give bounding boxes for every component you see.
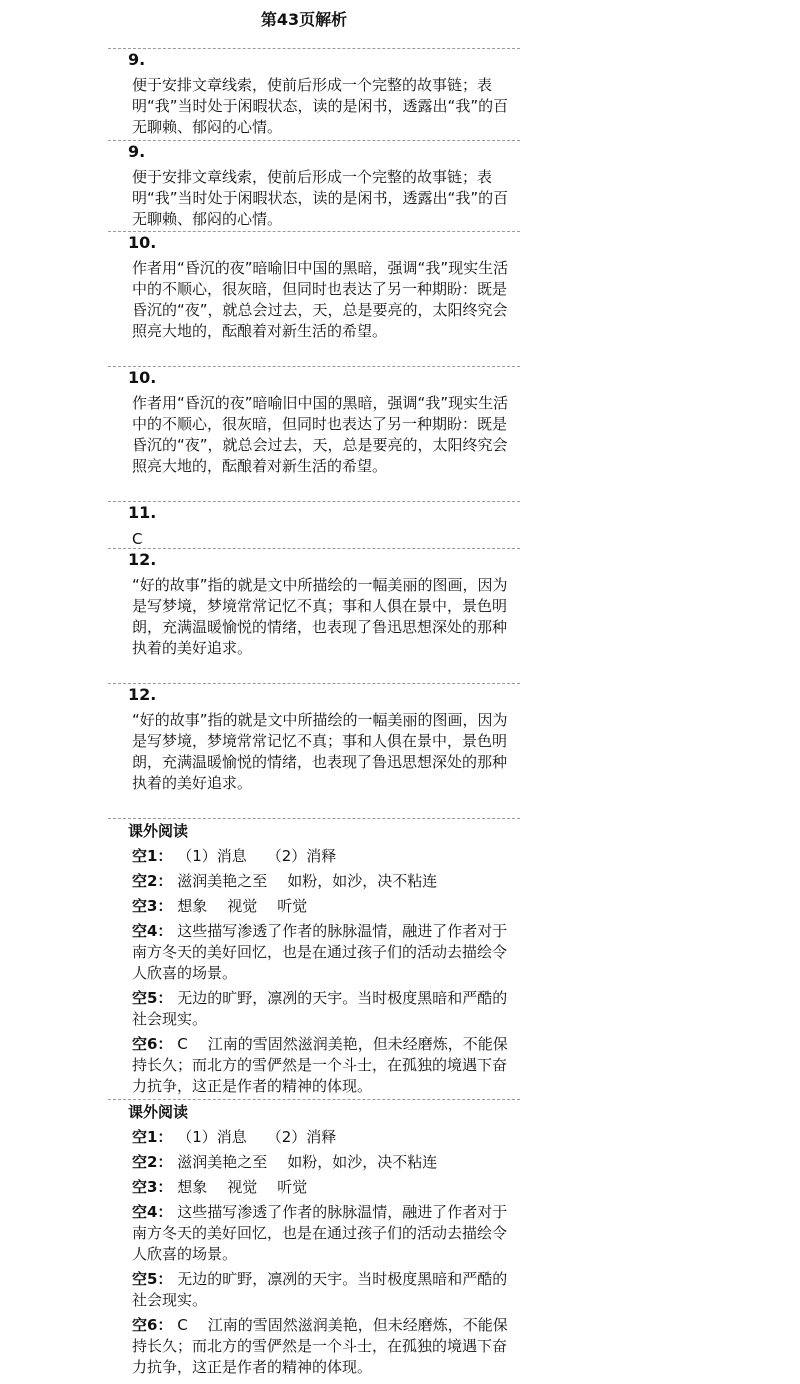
blank-label: 空2：: [132, 872, 173, 890]
blank-answer: [132, 1315, 520, 1378]
blank-part: 听觉: [277, 1178, 308, 1196]
blank-label: 空1：: [132, 847, 173, 865]
blank-answer: [132, 921, 520, 984]
blank-label: 空4：: [132, 922, 173, 940]
section-title: 课外阅读: [128, 1103, 189, 1121]
blank-label: 空3：: [132, 897, 173, 915]
question-block: [108, 140, 520, 232]
answer-text: 作者用“昏沉的夜”暗喻旧中国的黑暗，强调“我”现实生活中的不顺心，很灰暗，但同时也表达了另一种期盼：既是昏沉的“夜”，就总会过去，天，总是要亮的，太阳终究会照亮大地的，酝酿着对新生活的希望。: [132, 259, 509, 340]
blank-label: 空6：: [132, 1035, 173, 1053]
question-block: [108, 548, 520, 684]
blank-part: 想象: [177, 897, 208, 915]
blank-answer: [132, 1177, 520, 1198]
blank-part: （2）消释: [266, 1128, 337, 1146]
blank-part: 听觉: [277, 897, 308, 915]
answer-text: 便于安排文章线索，使前后形成一个完整的故事链；表明“我”当时处于闲暇状态，读的是闲书，透露出“我”的百无聊赖、郁闷的心情。: [132, 76, 509, 136]
question-number: 12.: [128, 550, 157, 569]
blank-part: 滋润美艳之至: [177, 1153, 268, 1171]
blank-part: C: [177, 1035, 188, 1053]
blank-answer: [132, 1152, 520, 1173]
blank-label: 空6：: [132, 1316, 173, 1334]
blank-answer: [132, 1034, 520, 1097]
blank-answer: [132, 988, 520, 1030]
blank-part: 如粉，如沙，决不粘连: [287, 1153, 438, 1171]
blank-part: 江南的雪固然滋润美艳，但未经磨炼，不能保持长久；而北方的雪俨然是一个斗士，在孤独的境遇下奋力抗争，这正是作者的精神的体现。: [132, 1035, 508, 1095]
blank-part: 江南的雪固然滋润美艳，但未经磨炼，不能保持长久；而北方的雪俨然是一个斗士，在孤独的境遇下奋力抗争，这正是作者的精神的体现。: [132, 1316, 508, 1376]
blank-part: 如粉，如沙，决不粘连: [287, 872, 438, 890]
blank-part: 视觉: [227, 1178, 258, 1196]
question-number: 11.: [128, 503, 157, 522]
answer-text: 便于安排文章线索，使前后形成一个完整的故事链；表明“我”当时处于闲暇状态，读的是闲书，透露出“我”的百无聊赖、郁闷的心情。: [132, 168, 509, 228]
extra-reading-block: [108, 1099, 520, 1381]
blank-answer: [132, 871, 520, 892]
extra-reading-block: [108, 818, 520, 1100]
answer-text: “好的故事”指的就是文中所描绘的一幅美丽的图画，因为是写梦境，梦境常常记忆不真；事和人俱在景中，景色明朗，充满温暖愉悦的情绪，也表现了鲁迅思想深处的那种执着的美好追求。: [132, 711, 508, 792]
blank-answer: [132, 1127, 520, 1148]
blank-label: 空3：: [132, 1178, 173, 1196]
question-number: 10.: [128, 368, 157, 387]
blank-label: 空4：: [132, 1203, 173, 1221]
answer-text: C: [132, 530, 143, 548]
blank-answer: [132, 1269, 520, 1311]
blank-part: C: [177, 1316, 188, 1334]
blank-part: （2）消释: [266, 847, 337, 865]
blank-part: 想象: [177, 1178, 208, 1196]
blank-part: 这些描写渗透了作者的脉脉温情，融进了作者对于南方冬天的美好回忆，也是在通过孩子们的活动去描绘令人欣喜的场景。: [132, 922, 508, 982]
question-block: [108, 501, 520, 549]
question-number: 10.: [128, 233, 157, 252]
question-block: [108, 231, 520, 367]
blank-label: 空2：: [132, 1153, 173, 1171]
blank-label: 空1：: [132, 1128, 173, 1146]
answer-text: “好的故事”指的就是文中所描绘的一幅美丽的图画，因为是写梦境，梦境常常记忆不真；事和人俱在景中，景色明朗，充满温暖愉悦的情绪，也表现了鲁迅思想深处的那种执着的美好追求。: [132, 576, 508, 657]
blank-part: （1）消息: [177, 847, 247, 865]
blank-answer: [132, 1202, 520, 1265]
question-block: [108, 366, 520, 502]
blank-part: 无边的旷野，凛冽的天宇。当时极度黑暗和严酷的社会现实。: [132, 1270, 508, 1309]
blank-part: 无边的旷野，凛冽的天宇。当时极度黑暗和严酷的社会现实。: [132, 989, 508, 1028]
question-number: 9.: [128, 50, 146, 69]
blank-part: （1）消息: [177, 1128, 247, 1146]
section-title: 课外阅读: [128, 822, 189, 840]
question-number: 9.: [128, 142, 146, 161]
answer-text: 作者用“昏沉的夜”暗喻旧中国的黑暗，强调“我”现实生活中的不顺心，很灰暗，但同时也表达了另一种期盼：既是昏沉的“夜”，就总会过去，天，总是要亮的，太阳终究会照亮大地的，酝酿着对新生活的希望。: [132, 394, 509, 475]
blank-part: 这些描写渗透了作者的脉脉温情，融进了作者对于南方冬天的美好回忆，也是在通过孩子们的活动去描绘令人欣喜的场景。: [132, 1203, 508, 1263]
question-number: 12.: [128, 685, 157, 704]
blank-answer: [132, 896, 520, 917]
question-block: [108, 48, 520, 141]
blank-part: 滋润美艳之至: [177, 872, 268, 890]
blank-label: 空5：: [132, 989, 173, 1007]
question-block: [108, 683, 520, 819]
blank-label: 空5：: [132, 1270, 173, 1288]
page-title: 第43页解析: [260, 10, 348, 29]
blank-part: 视觉: [227, 897, 258, 915]
blank-answer: [132, 846, 520, 867]
